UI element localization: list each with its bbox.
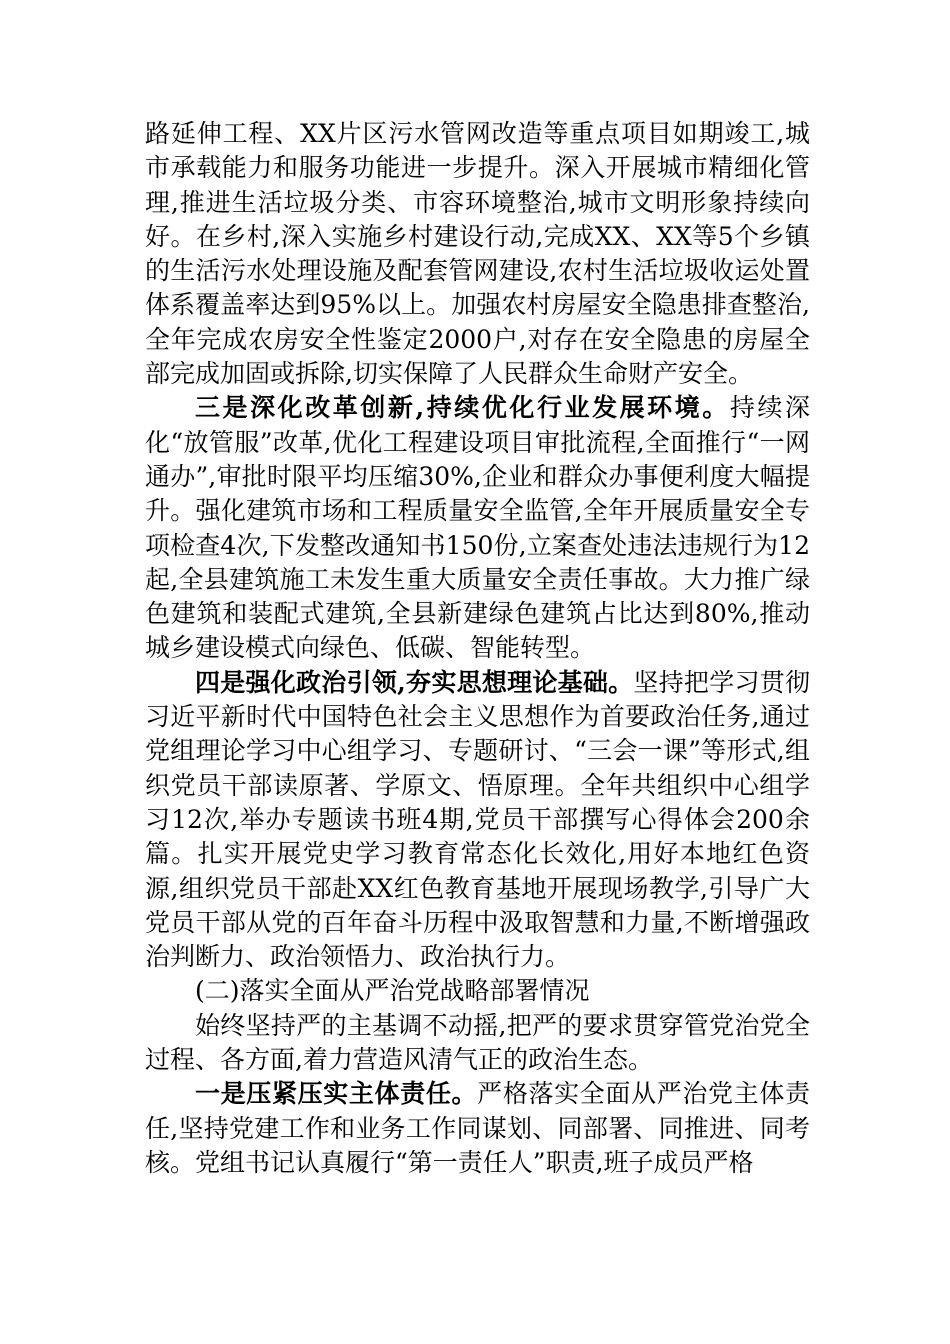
paragraph-text: 坚持把学习贯彻习近平新时代中国特色社会主义思想作为首要政治任务,通过党组理论学习中心组学习、专题研讨、“三会一课”等形式,组织党员干部读原著、学原文、悟原理。全年共组织中心组学习12次,举办专题读书班4期,党员干部撰写心得体会200余篇。扎实开展党史学习教育常态化长效化,用好本地红色资源,组织党员干部赴XX红色教育基地开展现场教学,引导广大党员干部从党的百年奋斗历程中汲取智慧和力量,不断增强政治判断力、政治领悟力、政治执行力。 [145,667,810,972]
paragraph-text: 持续深化“放管服”改革,优化工程建设项目审批流程,全面推行“一网通办”,审批时限平均压缩30%,企业和群众办事便利度大幅提升。强化建筑市场和工程质量安全监管,全年开展质量安全专项检查4次,下发整改通知书150份,立案查处违法违规行为12起,全县建筑施工未发生重大质量安全责任事故。大力推广绿色建筑和装配式建筑,全县新建绿色建筑占比达到80%,推动城乡建设模式向绿色、低碳、智能转型。 [145,393,810,663]
paragraph-continuation [145,117,810,391]
paragraph-text: 严格落实全面从严治党主体责任,坚持党建工作和业务工作同谋划、同部署、同推进、同考核。党组书记认真履行“第一责任人”职责,班子成员严格 [145,1079,810,1177]
paragraph-reform-innovation [145,391,810,665]
paragraph-main-responsibility [145,1077,810,1180]
section-heading [145,974,810,1008]
paragraph-lead-heading: 四是强化政治引领,夯实思想理论基础。 [195,667,634,697]
paragraph-political-guidance [145,666,810,975]
paragraph-lead-heading: 一是压紧压实主体责任。 [195,1079,478,1109]
paragraph-text: 路延伸工程、XX片区污水管网改造等重点项目如期竣工,城市承载能力和服务功能进一步提升。深入开展城市精细化管理,推进生活垃圾分类、市容环境整治,城市文明形象持续向好。在乡村,深入实施乡村建设行动,完成XX、XX等5个乡镇的生活污水处理设施及配套管网建设,农村生活垃圾收运处置体系覆盖率达到95%以上。加强农村房屋安全隐患排查整治,全年完成农房安全性鉴定2000户,对存在安全隐患的房屋全部完成加固或拆除,切实保障了人民群众生命财产安全。 [145,119,810,389]
document-page [145,117,810,1180]
paragraph-lead-heading: 三是深化改革创新,持续优化行业发展环境。 [195,393,730,423]
paragraph-strict-governance [145,1009,810,1078]
paragraph-text: 始终坚持严的主基调不动摇,把严的要求贯穿管党治党全过程、各方面,着力营造风清气正的政治生态。 [145,1010,810,1075]
section-heading-text: (二)落实全面从严治党战略部署情况 [195,976,590,1006]
